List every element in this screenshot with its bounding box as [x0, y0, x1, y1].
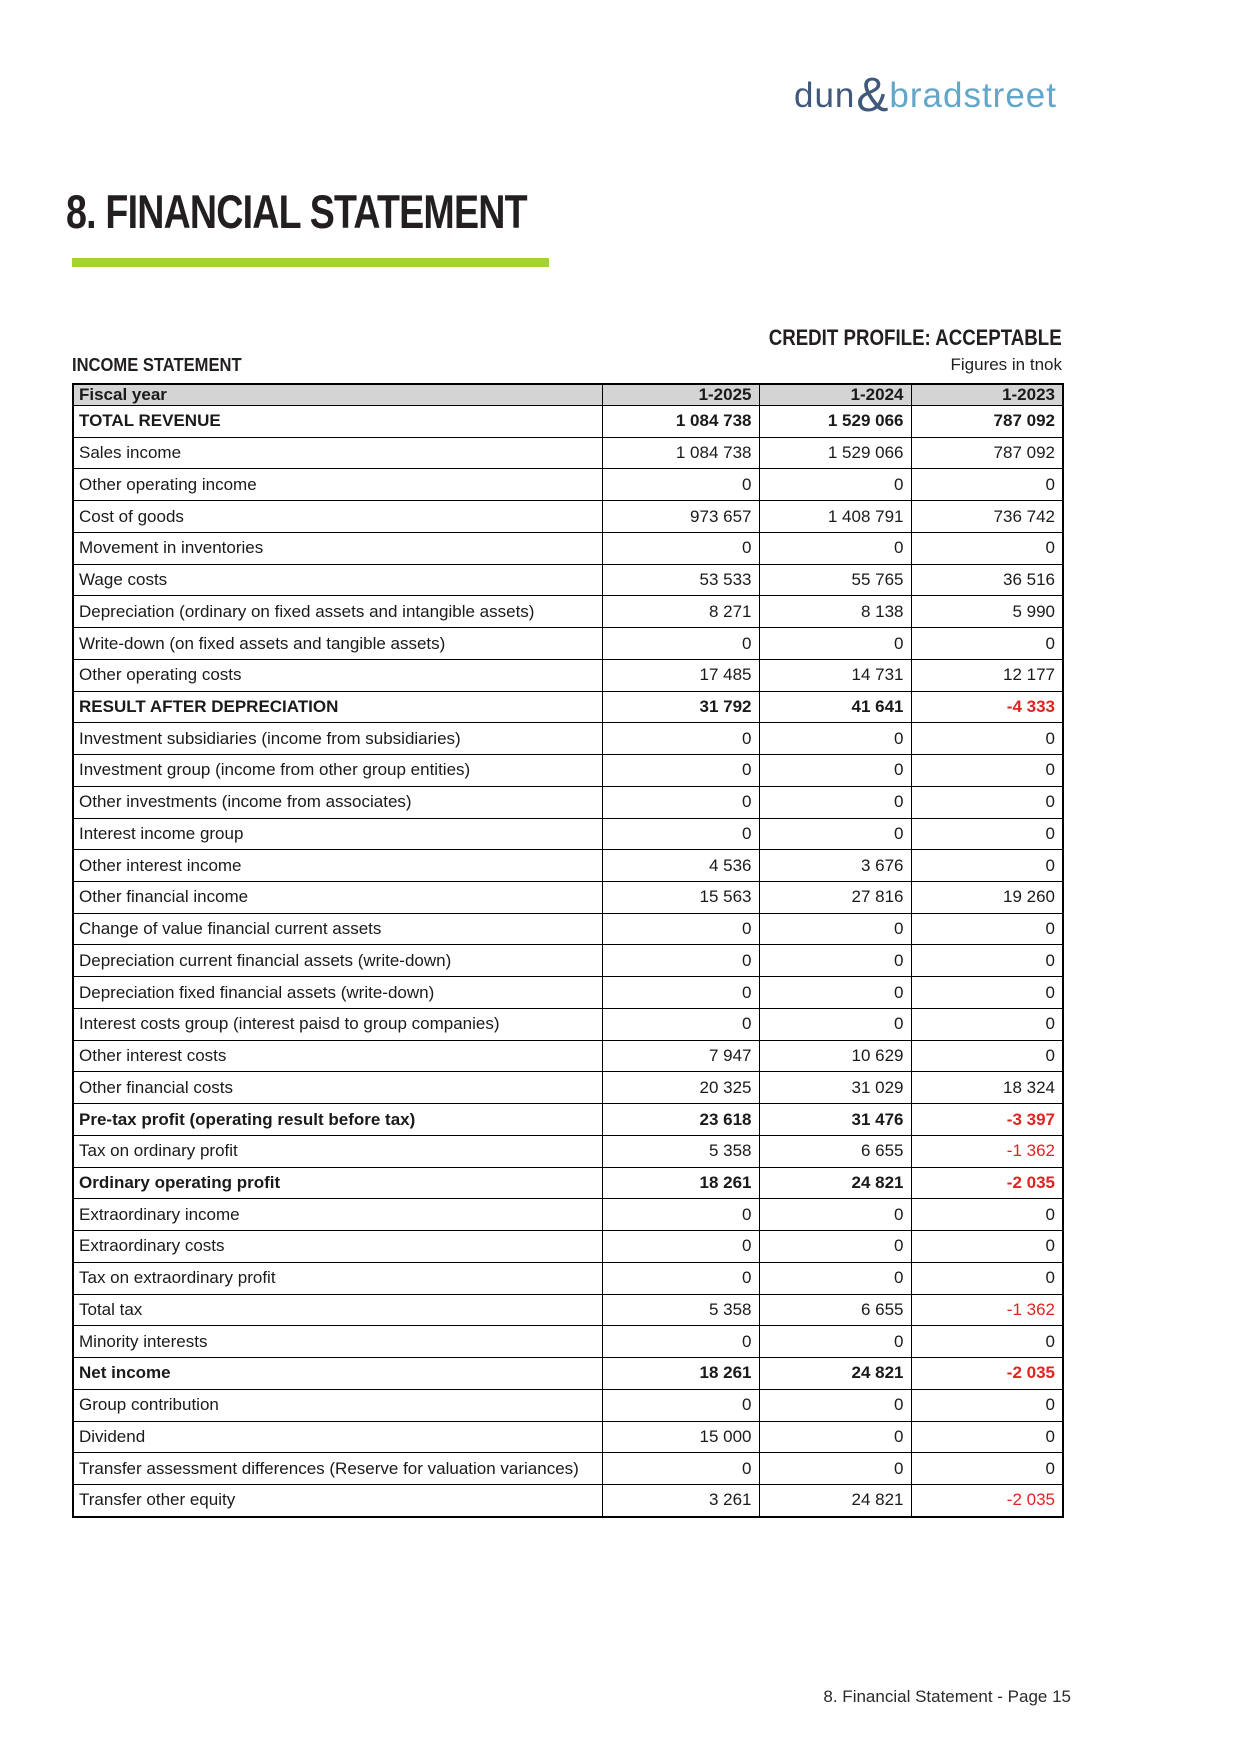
row-label: Other interest income [73, 850, 602, 882]
value-cell: 0 [602, 977, 759, 1009]
row-label: Interest income group [73, 818, 602, 850]
table-row [73, 628, 1063, 660]
value-cell: 0 [911, 1199, 1063, 1231]
table-row [73, 818, 1063, 850]
value-cell: 15 000 [602, 1421, 759, 1453]
table-row [73, 469, 1063, 501]
value-cell: 0 [602, 628, 759, 660]
value-cell: 0 [602, 1262, 759, 1294]
table-row [73, 913, 1063, 945]
row-label: Transfer assessment differences (Reserve for valuation variances) [73, 1453, 602, 1485]
logo-ampersand-icon: & [856, 69, 889, 122]
value-cell: 0 [759, 977, 911, 1009]
value-cell: 1 408 791 [759, 501, 911, 533]
value-cell: 0 [759, 786, 911, 818]
value-cell: 0 [602, 913, 759, 945]
value-cell: 17 485 [602, 659, 759, 691]
value-cell: 0 [759, 1421, 911, 1453]
value-cell: -4 333 [911, 691, 1063, 723]
row-label: Wage costs [73, 564, 602, 596]
value-cell: 0 [759, 818, 911, 850]
value-cell: 0 [759, 1326, 911, 1358]
row-label: Net income [73, 1358, 602, 1390]
row-label: Ordinary operating profit [73, 1167, 602, 1199]
value-cell: 4 536 [602, 850, 759, 882]
value-cell: 31 029 [759, 1072, 911, 1104]
value-cell: 15 563 [602, 882, 759, 914]
value-cell: 0 [602, 1231, 759, 1263]
value-cell: 6 655 [759, 1135, 911, 1167]
row-label: Other interest costs [73, 1040, 602, 1072]
value-cell: 0 [602, 818, 759, 850]
table-row [73, 755, 1063, 787]
value-cell: 0 [602, 1326, 759, 1358]
value-cell: 24 821 [759, 1358, 911, 1390]
row-label: Depreciation current financial assets (write-down) [73, 945, 602, 977]
table-row [73, 1231, 1063, 1263]
value-cell: 787 092 [911, 406, 1063, 438]
table-row [73, 1167, 1063, 1199]
table-row [73, 1326, 1063, 1358]
value-cell: 0 [911, 469, 1063, 501]
value-cell: 0 [759, 1453, 911, 1485]
value-cell: -2 035 [911, 1358, 1063, 1390]
value-cell: 12 177 [911, 659, 1063, 691]
table-row [73, 437, 1063, 469]
table-row [73, 786, 1063, 818]
value-cell: 7 947 [602, 1040, 759, 1072]
header-fiscal-year: Fiscal year [73, 384, 602, 406]
row-label: Movement in inventories [73, 532, 602, 564]
value-cell: 0 [911, 977, 1063, 1009]
value-cell: 0 [911, 945, 1063, 977]
value-cell: 8 138 [759, 596, 911, 628]
table-row [73, 1040, 1063, 1072]
value-cell: 3 261 [602, 1484, 759, 1517]
row-label: Extraordinary costs [73, 1231, 602, 1263]
value-cell: 0 [911, 913, 1063, 945]
value-cell: 0 [602, 1389, 759, 1421]
value-cell: 0 [602, 1453, 759, 1485]
value-cell: 0 [911, 818, 1063, 850]
value-cell: 0 [759, 1199, 911, 1231]
value-cell: 0 [911, 1421, 1063, 1453]
value-cell: 0 [911, 1008, 1063, 1040]
row-label: Investment subsidiaries (income from subsidiaries) [73, 723, 602, 755]
table-row [73, 977, 1063, 1009]
value-cell: 0 [911, 755, 1063, 787]
value-cell: 0 [602, 723, 759, 755]
value-cell: 27 816 [759, 882, 911, 914]
income-statement-table [72, 383, 1064, 1518]
table-row [73, 1484, 1063, 1517]
value-cell: 0 [911, 628, 1063, 660]
credit-profile-label: CREDIT PROFILE: ACCEPTABLE [769, 325, 1062, 350]
value-cell: 18 324 [911, 1072, 1063, 1104]
value-cell: 0 [911, 786, 1063, 818]
value-cell: 0 [911, 1231, 1063, 1263]
header-year-2023: 1-2023 [911, 384, 1063, 406]
row-label: Extraordinary income [73, 1199, 602, 1231]
value-cell: 10 629 [759, 1040, 911, 1072]
value-cell: 973 657 [602, 501, 759, 533]
row-label: Total tax [73, 1294, 602, 1326]
value-cell: 1 529 066 [759, 406, 911, 438]
value-cell: 0 [911, 1389, 1063, 1421]
value-cell: 0 [911, 723, 1063, 755]
table-row [73, 532, 1063, 564]
table-row [73, 659, 1063, 691]
header-year-2025: 1-2025 [602, 384, 759, 406]
value-cell: 0 [759, 723, 911, 755]
table-row [73, 596, 1063, 628]
value-cell: 0 [759, 1389, 911, 1421]
value-cell: 6 655 [759, 1294, 911, 1326]
row-label: Dividend [73, 1421, 602, 1453]
table-row [73, 945, 1063, 977]
value-cell: 23 618 [602, 1104, 759, 1136]
row-label: Other financial income [73, 882, 602, 914]
row-label: Group contribution [73, 1389, 602, 1421]
value-cell: 18 261 [602, 1167, 759, 1199]
header-year-2024: 1-2024 [759, 384, 911, 406]
value-cell: 787 092 [911, 437, 1063, 469]
row-label: RESULT AFTER DEPRECIATION [73, 691, 602, 723]
table-row [73, 1199, 1063, 1231]
value-cell: 0 [759, 628, 911, 660]
row-label: Pre-tax profit (operating result before tax) [73, 1104, 602, 1136]
table-row [73, 1389, 1063, 1421]
table-row [73, 1421, 1063, 1453]
row-label: Investment group (income from other group entities) [73, 755, 602, 787]
value-cell: 3 676 [759, 850, 911, 882]
row-label: TOTAL REVENUE [73, 406, 602, 438]
row-label: Other operating income [73, 469, 602, 501]
row-label: Interest costs group (interest paisd to group companies) [73, 1008, 602, 1040]
value-cell: 0 [759, 913, 911, 945]
table-row [73, 1135, 1063, 1167]
row-label: Tax on ordinary profit [73, 1135, 602, 1167]
table-row [73, 1453, 1063, 1485]
row-label: Tax on extraordinary profit [73, 1262, 602, 1294]
value-cell: 0 [911, 850, 1063, 882]
dun-bradstreet-logo [793, 69, 1057, 125]
value-cell: 1 084 738 [602, 437, 759, 469]
value-cell: 8 271 [602, 596, 759, 628]
value-cell: 0 [602, 945, 759, 977]
value-cell: 14 731 [759, 659, 911, 691]
table-row [73, 691, 1063, 723]
table-row [73, 850, 1063, 882]
value-cell: -2 035 [911, 1167, 1063, 1199]
value-cell: 0 [602, 755, 759, 787]
row-label: Other operating costs [73, 659, 602, 691]
value-cell: 0 [602, 469, 759, 501]
value-cell: 0 [759, 1231, 911, 1263]
value-cell: -2 035 [911, 1484, 1063, 1517]
value-cell: 736 742 [911, 501, 1063, 533]
value-cell: 55 765 [759, 564, 911, 596]
table-row [73, 882, 1063, 914]
value-cell: 0 [911, 1040, 1063, 1072]
value-cell: 24 821 [759, 1484, 911, 1517]
row-label: Other investments (income from associates) [73, 786, 602, 818]
figures-unit-note: Figures in tnok [950, 355, 1062, 374]
table-row [73, 501, 1063, 533]
value-cell: 5 358 [602, 1294, 759, 1326]
table-row [73, 1072, 1063, 1104]
table-row [73, 1104, 1063, 1136]
page-footer: 8. Financial Statement - Page 15 [823, 1687, 1071, 1706]
row-label: Depreciation (ordinary on fixed assets and intangible assets) [73, 596, 602, 628]
value-cell: 53 533 [602, 564, 759, 596]
row-label: Write-down (on fixed assets and tangible assets) [73, 628, 602, 660]
value-cell: -1 362 [911, 1294, 1063, 1326]
logo-text-bradstreet: bradstreet [889, 76, 1057, 115]
value-cell: 0 [911, 1453, 1063, 1485]
table-row [73, 1294, 1063, 1326]
value-cell: 1 084 738 [602, 406, 759, 438]
value-cell: 36 516 [911, 564, 1063, 596]
value-cell: 0 [759, 755, 911, 787]
value-cell: 0 [602, 1008, 759, 1040]
value-cell: -1 362 [911, 1135, 1063, 1167]
value-cell: 1 529 066 [759, 437, 911, 469]
income-statement-heading: INCOME STATEMENT [72, 355, 242, 375]
row-label: Depreciation fixed financial assets (write-down) [73, 977, 602, 1009]
value-cell: 0 [759, 945, 911, 977]
value-cell: 18 261 [602, 1358, 759, 1390]
row-label: Cost of goods [73, 501, 602, 533]
value-cell: 0 [911, 532, 1063, 564]
table-header-row [73, 384, 1063, 406]
value-cell: 5 358 [602, 1135, 759, 1167]
value-cell: 0 [759, 1008, 911, 1040]
value-cell: 0 [602, 532, 759, 564]
value-cell: 31 476 [759, 1104, 911, 1136]
title-underline-bar [72, 258, 549, 267]
table-row [73, 1008, 1063, 1040]
table-row [73, 564, 1063, 596]
value-cell: 41 641 [759, 691, 911, 723]
value-cell: 0 [759, 469, 911, 501]
value-cell: 0 [911, 1262, 1063, 1294]
row-label: Sales income [73, 437, 602, 469]
value-cell: 24 821 [759, 1167, 911, 1199]
value-cell: -3 397 [911, 1104, 1063, 1136]
value-cell: 5 990 [911, 596, 1063, 628]
value-cell: 0 [911, 1326, 1063, 1358]
value-cell: 0 [602, 1199, 759, 1231]
value-cell: 0 [759, 532, 911, 564]
table-row [73, 406, 1063, 438]
value-cell: 0 [602, 786, 759, 818]
table-row [73, 1358, 1063, 1390]
table-row [73, 1262, 1063, 1294]
logo-text-dun: dun [793, 76, 856, 115]
row-label: Change of value financial current assets [73, 913, 602, 945]
row-label: Transfer other equity [73, 1484, 602, 1517]
row-label: Minority interests [73, 1326, 602, 1358]
value-cell: 20 325 [602, 1072, 759, 1104]
value-cell: 0 [759, 1262, 911, 1294]
table-row [73, 723, 1063, 755]
value-cell: 31 792 [602, 691, 759, 723]
row-label: Other financial costs [73, 1072, 602, 1104]
value-cell: 19 260 [911, 882, 1063, 914]
page-title: 8. FINANCIAL STATEMENT [66, 185, 527, 238]
